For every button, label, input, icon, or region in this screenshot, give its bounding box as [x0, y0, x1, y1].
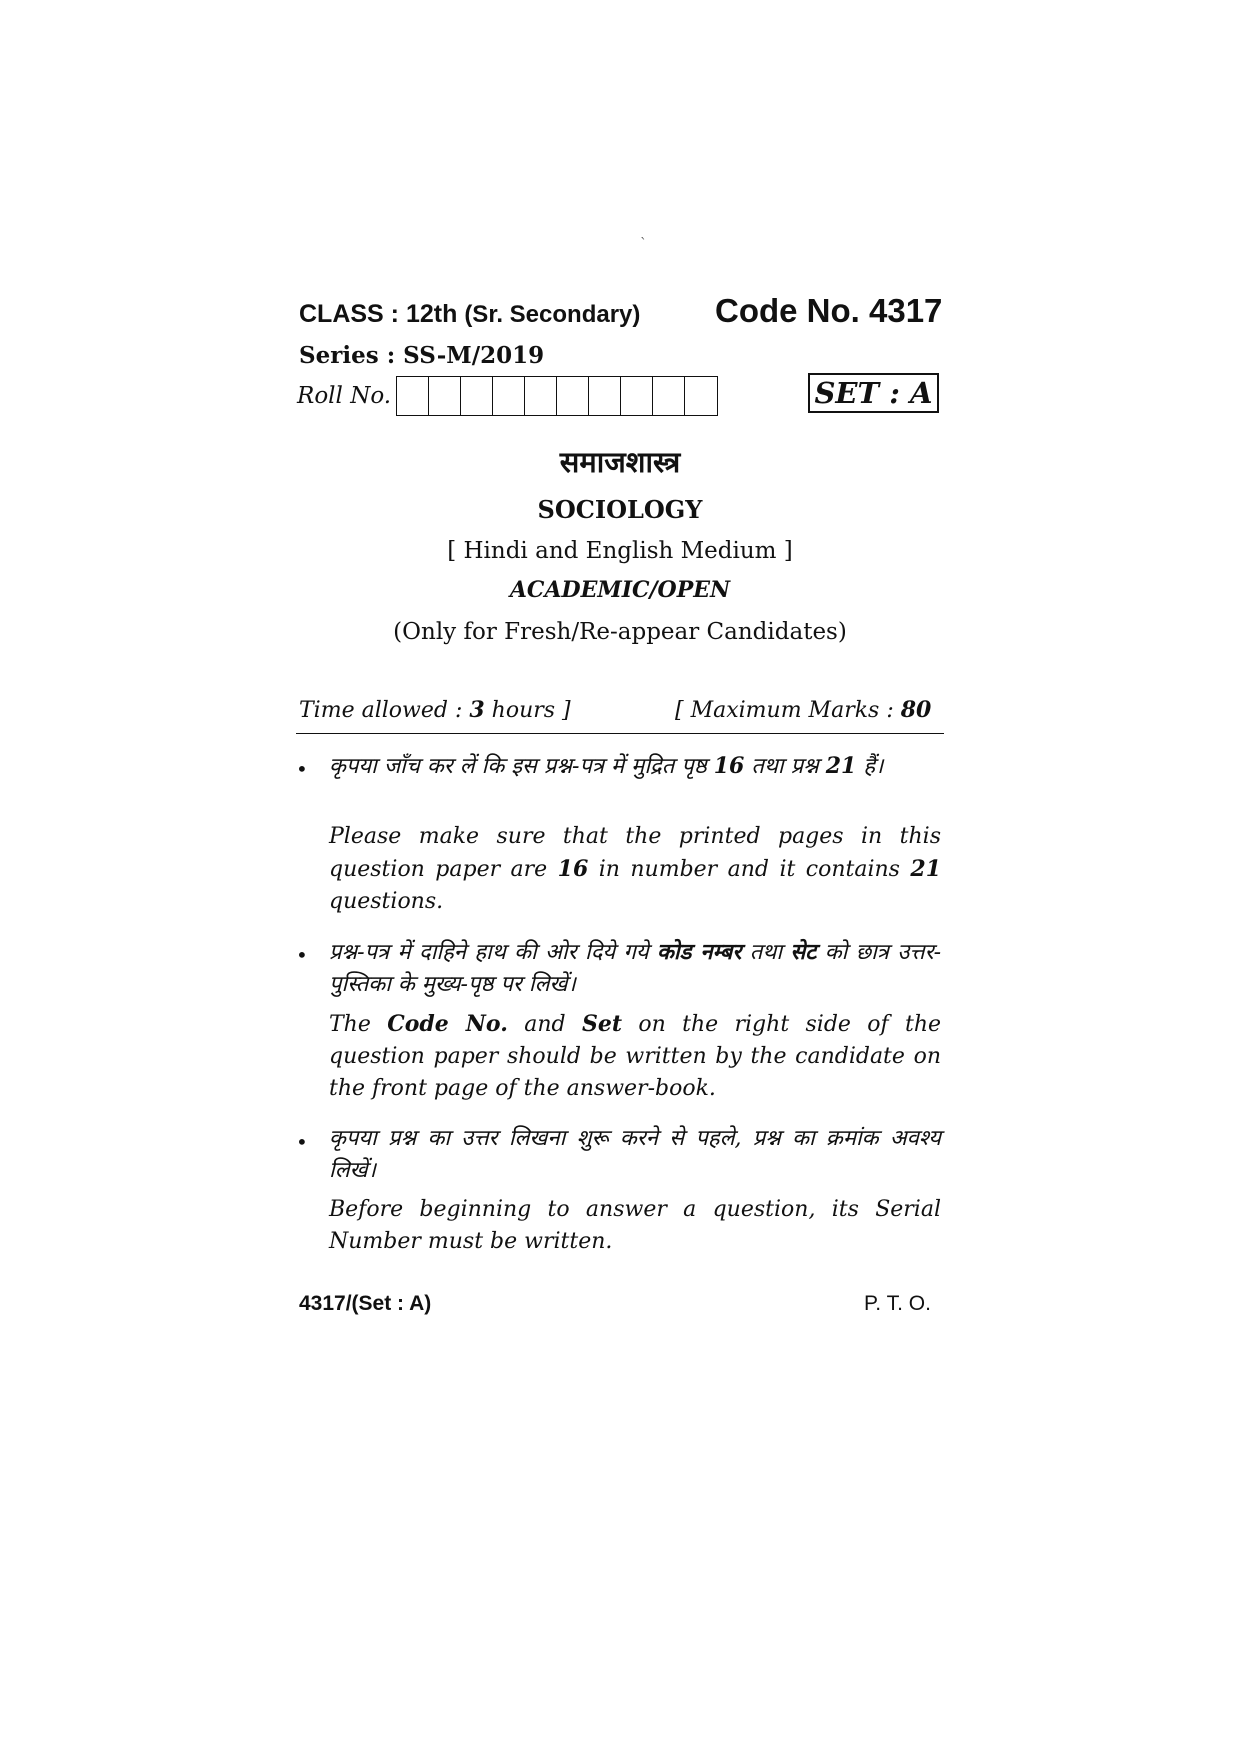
roll-digit-box[interactable] — [429, 377, 461, 415]
bullet-icon: • — [296, 943, 308, 967]
code-number: Code No. 4317 — [715, 292, 943, 329]
class-heading — [299, 300, 640, 329]
roll-digit-box[interactable] — [589, 377, 621, 415]
roll-digit-box[interactable] — [397, 377, 429, 415]
class-prefix: CLASS : 12th — [299, 300, 458, 328]
medium-note: [ Hindi and English Medium ] — [447, 538, 793, 564]
roll-digit-box[interactable] — [653, 377, 685, 415]
stray-mark: ` — [640, 236, 647, 252]
roll-digit-box[interactable] — [461, 377, 493, 415]
roll-digit-box[interactable] — [685, 377, 717, 415]
subject-title-hindi: समाजशास्त्र — [559, 445, 681, 479]
roll-digit-box[interactable] — [525, 377, 557, 415]
header-divider — [296, 733, 944, 734]
time-suffix: hours ] — [491, 698, 571, 723]
series-label: Series : SS-M/2019 — [299, 342, 545, 369]
instruction-2-english: The Code No. and Set on the right side of the question paper should be written by the candidate on the front page of the answer-book. — [329, 1011, 942, 1101]
time-prefix: Time allowed : — [299, 698, 463, 723]
roll-digit-box[interactable] — [493, 377, 525, 415]
stream-label: ACADEMIC/OPEN — [509, 577, 731, 603]
instruction-3-hindi: कृपया प्रश्न का उत्तर लिखना शुरू करने से पहले, प्रश्न का क्रमांक अवश्य लिखें। — [329, 1126, 941, 1183]
instruction-3-english: Before beginning to answer a question, its Serial Number must be written. — [329, 1197, 941, 1254]
footer-pto: P. T. O. — [864, 1292, 931, 1315]
set-badge: SET : A — [808, 373, 939, 413]
roll-no-label: Roll No. — [297, 383, 392, 409]
roll-number-boxes[interactable] — [396, 376, 718, 416]
roll-digit-box[interactable] — [557, 377, 589, 415]
candidates-note: (Only for Fresh/Re-appear Candidates) — [393, 619, 847, 645]
marks-prefix: [ Maximum Marks : — [675, 698, 894, 723]
marks-value: 80 — [900, 697, 932, 723]
bullet-icon: • — [296, 757, 308, 781]
instruction-1-english: Please make sure that the printed pages in this question paper are 16 in number and it contains 21 questions. — [329, 824, 942, 914]
maximum-marks — [675, 697, 931, 723]
instruction-2-hindi: प्रश्न-पत्र में दाहिने हाथ की ओर दिये गये कोड नम्बर तथा सेट को छात्र उत्तर-पुस्तिका के मुख्य-पृष्ठ पर लिखें। — [329, 939, 942, 997]
roll-digit-box[interactable] — [621, 377, 653, 415]
time-value: 3 — [469, 697, 485, 723]
class-suffix: (Sr. Secondary) — [464, 301, 641, 328]
subject-title-english: SOCIOLOGY — [537, 495, 703, 524]
footer-code-set: 4317/(Set : A) — [299, 1292, 432, 1315]
time-allowed — [299, 697, 571, 723]
bullet-icon: • — [296, 1130, 308, 1154]
instruction-1-hindi: कृपया जाँच कर लें कि इस प्रश्न-पत्र में मुद्रित पृष्ठ 16 तथा प्रश्न 21 हैं। — [329, 753, 884, 779]
